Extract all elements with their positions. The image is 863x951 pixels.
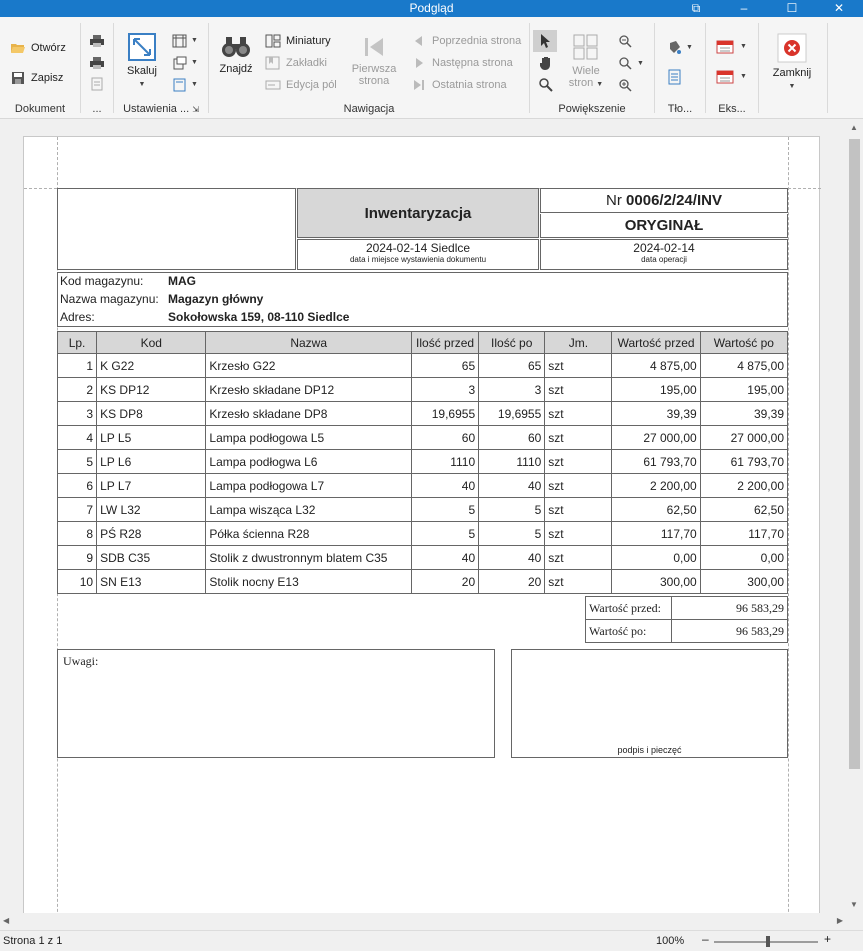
horizontal-scrollbar[interactable] (0, 913, 846, 930)
scroll-up-arrow-icon[interactable]: ▲ (850, 123, 858, 132)
group-label-druk: ... (92, 103, 102, 115)
export-document-icon[interactable] (716, 39, 734, 55)
warehouse-name-label: Nazwa magazynu: (60, 292, 159, 306)
table-cell: 60 (479, 426, 545, 450)
table-cell: 39,39 (612, 402, 700, 426)
notes-box (57, 649, 495, 758)
table-cell: 27 000,00 (612, 426, 700, 450)
table-cell: 6 (58, 474, 97, 498)
edit-fields-label: Edycja pól (286, 79, 337, 91)
title-bar (0, 0, 863, 17)
issue-date-box (297, 239, 539, 270)
table-cell: Krzesło składane DP12 (206, 378, 412, 402)
table-cell: 65 (411, 354, 478, 378)
table-cell: 3 (58, 402, 97, 426)
table-cell: 62,50 (700, 498, 787, 522)
ribbon-group-druk (81, 17, 113, 119)
table-row (58, 378, 788, 402)
warehouse-address: Sokołowska 159, 08-110 Siedlce (168, 310, 350, 324)
table-cell: Lampa podłogowa L7 (206, 474, 412, 498)
page-setup-icon[interactable] (89, 77, 105, 91)
signature-box (511, 649, 788, 758)
table-cell: Lampa podłogowa L5 (206, 426, 412, 450)
table-cell: szt (545, 426, 612, 450)
table-cell: 300,00 (612, 570, 700, 594)
column-header-wartosc-po: Wartość po (700, 332, 787, 354)
group-label-eksport: Eks... (718, 103, 746, 115)
minimize-button[interactable]: – (740, 1, 748, 15)
table-cell: 4 875,00 (612, 354, 700, 378)
column-header-kod: Kod (97, 332, 206, 354)
margin-guide (788, 137, 789, 913)
chevron-down-icon[interactable]: ▼ (191, 81, 198, 88)
find-button[interactable] (215, 35, 257, 75)
arrow-left-icon (411, 34, 427, 48)
last-page-icon (411, 78, 427, 92)
chevron-down-icon: ▼ (138, 81, 146, 88)
table-cell: szt (545, 570, 612, 594)
table-cell: 5 (411, 522, 478, 546)
table-cell: 40 (411, 546, 478, 570)
table-cell: szt (545, 402, 612, 426)
table-cell: szt (545, 354, 612, 378)
bookmarks-icon (265, 56, 281, 70)
scroll-left-arrow-icon[interactable]: ◀ (3, 916, 10, 925)
scale-button[interactable] (124, 33, 160, 91)
table-cell: Lampa podłogwa L6 (206, 450, 412, 474)
table-cell: 2 (58, 378, 97, 402)
table-cell: 5 (479, 498, 545, 522)
chevron-down-icon: ▼ (788, 83, 796, 90)
bookmarks-label: Zakładki (286, 57, 327, 69)
table-header-row (58, 332, 788, 354)
table-cell: szt (545, 522, 612, 546)
table-cell: 1110 (479, 450, 545, 474)
table-cell: 300,00 (700, 570, 787, 594)
ribbon-group-zamknij (759, 17, 827, 119)
table-cell: 117,70 (700, 522, 787, 546)
ribbon-group-nawigacja (209, 17, 529, 119)
ribbon-group-powiekszenie (530, 17, 654, 119)
table-cell: 0,00 (700, 546, 787, 570)
logo-box (57, 188, 296, 270)
arrow-right-icon (411, 56, 427, 70)
close-preview-label: Zamknij (772, 67, 812, 79)
column-header-wartosc-przed: Wartość przed (612, 332, 700, 354)
printer-icon[interactable] (89, 34, 105, 48)
multiple-pages-button[interactable] (564, 33, 608, 91)
table-cell: 4 875,00 (700, 354, 787, 378)
table-cell: 39,39 (700, 402, 787, 426)
document-number (541, 192, 787, 209)
table-cell: 61 793,70 (612, 450, 700, 474)
first-page-label-2: strona (358, 75, 390, 87)
scroll-right-arrow-icon[interactable]: ▶ (836, 916, 843, 925)
table-cell: K G22 (97, 354, 206, 378)
maximize-button[interactable]: ☐ (786, 1, 798, 15)
previous-page-label: Poprzednia strona (432, 35, 522, 47)
zoom-level: 100% (656, 935, 685, 947)
table-cell: 40 (479, 546, 545, 570)
table-cell: 61 793,70 (700, 450, 787, 474)
save-label: Zapisz (31, 72, 64, 84)
issue-date-caption: data i miejsce wystawienia dokumentu (349, 255, 487, 264)
ribbon-group-eksport (706, 17, 758, 119)
restore-down-button[interactable]: ⧉ (691, 1, 701, 15)
zoom-icon[interactable] (618, 56, 634, 72)
table-cell: szt (545, 546, 612, 570)
last-page-label: Ostatnia strona (432, 79, 507, 91)
totals-before-row (586, 597, 788, 620)
table-cell: Półka ścienna R28 (206, 522, 412, 546)
table-cell: 195,00 (700, 378, 787, 402)
table-cell: 19,6955 (411, 402, 478, 426)
column-header-ilosc-po: Ilość po (479, 332, 545, 354)
scale-label: Skaluj (127, 65, 157, 77)
column-header-lp: Lp. (58, 332, 97, 354)
document-number-box (540, 188, 788, 213)
table-cell: 2 200,00 (700, 474, 787, 498)
totals-table (585, 596, 788, 643)
save-button[interactable] (10, 71, 63, 85)
page-counter: Strona 1 z 1 (3, 935, 63, 947)
table-cell: 20 (411, 570, 478, 594)
margins-icon[interactable] (172, 34, 188, 48)
first-page-label-1: Pierwsza (351, 63, 397, 75)
preview-area[interactable] (0, 119, 846, 913)
table-cell: 5 (479, 522, 545, 546)
table-cell: 8 (58, 522, 97, 546)
vertical-scroll-thumb[interactable] (849, 139, 860, 769)
table-row (58, 522, 788, 546)
column-header-ilosc-przed: Ilość przed (411, 332, 478, 354)
table-cell: Stolik z dwustronnym blatem C35 (206, 546, 412, 570)
operation-date-box (540, 239, 788, 270)
total-before-label: Wartość przed: (586, 597, 672, 620)
status-bar (0, 930, 863, 951)
table-cell: LW L32 (97, 498, 206, 522)
warehouse-info-box (57, 272, 788, 327)
ribbon-group-dokument (0, 17, 80, 119)
zoom-slider-thumb[interactable] (766, 936, 770, 947)
issue-date-place: 2024-02-14 Siedlce (365, 241, 471, 255)
total-before-value: 96 583,29 (671, 597, 787, 620)
document-number-prefix: Nr (606, 192, 622, 209)
table-row (58, 426, 788, 450)
table-cell: 3 (479, 378, 545, 402)
chevron-down-icon[interactable]: ▼ (740, 43, 747, 50)
table-cell: 117,70 (612, 522, 700, 546)
table-cell: 5 (411, 498, 478, 522)
folder-open-icon (10, 41, 26, 55)
column-header-nazwa: Nazwa (206, 332, 412, 354)
multiple-pages-label-1: Wiele (572, 65, 600, 77)
next-page-label: Następna strona (432, 57, 513, 69)
ribbon-group-ustawienia (114, 17, 208, 119)
ribbon (0, 17, 863, 119)
watermark-icon[interactable] (667, 69, 683, 85)
copy-label-box (540, 214, 788, 238)
group-label-ustawienia-text: Ustawienia ... (123, 103, 190, 115)
group-label-dokument: Dokument (14, 103, 66, 115)
operation-date-caption: data operacji (641, 255, 687, 264)
table-cell: SDB C35 (97, 546, 206, 570)
total-after-value: 96 583,29 (671, 620, 787, 643)
chevron-down-icon[interactable]: ▼ (637, 60, 644, 67)
zoom-out-control[interactable]: – (702, 932, 709, 946)
scale-icon (128, 33, 156, 61)
table-row (58, 450, 788, 474)
table-cell: 1 (58, 354, 97, 378)
last-page-button[interactable] (411, 78, 507, 92)
find-label: Znajdź (219, 63, 253, 75)
warehouse-code-label: Kod magazynu: (60, 274, 144, 288)
table-cell: szt (545, 498, 612, 522)
copy-label: ORYGINAŁ (624, 217, 704, 234)
table-cell: szt (545, 450, 612, 474)
document-number-value: 0006/2/24/INV (626, 192, 722, 209)
table-cell: 20 (479, 570, 545, 594)
zoom-in-control[interactable]: + (824, 932, 832, 946)
table-cell: 10 (58, 570, 97, 594)
table-cell: 0,00 (612, 546, 700, 570)
table-cell: 4 (58, 426, 97, 450)
table-cell: 3 (411, 378, 478, 402)
table-cell: 27 000,00 (700, 426, 787, 450)
chevron-down-icon[interactable]: ▼ (740, 73, 747, 80)
table-cell: 19,6955 (479, 402, 545, 426)
thumbnails-label: Miniatury (286, 35, 331, 47)
binoculars-icon (221, 35, 251, 59)
edit-fields-button[interactable] (265, 78, 337, 92)
table-cell: 195,00 (612, 378, 700, 402)
inventory-table (57, 331, 788, 594)
table-row (58, 474, 788, 498)
window-title: Podgląd (409, 1, 454, 15)
warehouse-code: MAG (168, 274, 196, 288)
close-window-button[interactable]: ✕ (833, 1, 845, 15)
table-cell: 40 (411, 474, 478, 498)
table-cell: szt (545, 378, 612, 402)
magnifier-tool-icon[interactable] (538, 77, 554, 93)
table-cell: Krzesło składane DP8 (206, 402, 412, 426)
quick-print-icon[interactable] (89, 56, 105, 70)
table-cell: 9 (58, 546, 97, 570)
chevron-down-icon[interactable]: ▼ (191, 37, 198, 44)
notes-label: Uwagi: (63, 654, 99, 668)
table-cell: Krzesło G22 (206, 354, 412, 378)
table-row (58, 402, 788, 426)
table-cell: LP L7 (97, 474, 206, 498)
table-cell: 5 (58, 450, 97, 474)
table-cell: Stolik nocny E13 (206, 570, 412, 594)
hand-tool-icon[interactable] (538, 55, 554, 71)
group-label-nawigacja: Nawigacja (343, 103, 395, 115)
pointer-tool-button[interactable] (533, 30, 557, 52)
multiple-pages-icon (572, 33, 600, 61)
table-cell: LP L5 (97, 426, 206, 450)
table-row (58, 570, 788, 594)
open-label: Otwórz (31, 42, 66, 54)
thumbnails-icon (265, 34, 281, 48)
chevron-down-icon[interactable]: ▼ (686, 44, 693, 51)
table-cell: 7 (58, 498, 97, 522)
next-page-button[interactable] (411, 56, 513, 70)
table-cell: 2 200,00 (612, 474, 700, 498)
total-after-label: Wartość po: (586, 620, 672, 643)
zoom-in-icon[interactable] (618, 78, 634, 94)
ribbon-group-tlo (655, 17, 705, 119)
table-cell: KS DP8 (97, 402, 206, 426)
table-cell: szt (545, 474, 612, 498)
ribbon-separator (827, 23, 828, 113)
table-row (58, 546, 788, 570)
table-cell: LP L6 (97, 450, 206, 474)
table-cell: 40 (479, 474, 545, 498)
paper-size-icon[interactable] (172, 78, 188, 92)
close-circle-icon (777, 33, 807, 63)
document-title: Inwentaryzacja (364, 205, 472, 222)
table-row (58, 498, 788, 522)
warehouse-address-label: Adres: (60, 310, 95, 324)
table-cell: 62,50 (612, 498, 700, 522)
floppy-disk-icon (10, 71, 26, 85)
signature-caption: podpis i pieczęć (617, 745, 682, 755)
cursor-arrow-icon (538, 33, 554, 49)
group-label-tlo: Tło... (667, 103, 693, 115)
edit-fields-icon (265, 78, 281, 92)
orientation-icon[interactable] (172, 56, 188, 70)
operation-date: 2024-02-14 (633, 241, 695, 255)
vertical-scrollbar[interactable] (846, 119, 863, 913)
table-cell: 65 (479, 354, 545, 378)
bookmarks-button[interactable] (265, 56, 327, 70)
totals-after-row (586, 620, 788, 643)
zoom-out-icon[interactable] (618, 34, 634, 50)
chevron-down-icon: ▼ (596, 81, 604, 88)
table-cell: 60 (411, 426, 478, 450)
group-label-ustawienia (114, 103, 208, 115)
open-button[interactable] (10, 41, 66, 55)
first-page-icon (362, 35, 386, 59)
table-row (58, 354, 788, 378)
close-preview-button[interactable] (767, 33, 817, 93)
table-cell: 1110 (411, 450, 478, 474)
warehouse-name: Magazyn główny (168, 292, 264, 306)
dialog-launcher-icon[interactable]: ⇲ (192, 105, 199, 114)
chevron-down-icon[interactable]: ▼ (191, 59, 198, 66)
document-page (23, 136, 820, 913)
column-header-jm: Jm. (545, 332, 612, 354)
previous-page-button[interactable] (411, 34, 521, 48)
multiple-pages-label-2: stron (568, 77, 594, 89)
first-page-button[interactable] (349, 35, 399, 87)
table-cell: Lampa wisząca L32 (206, 498, 412, 522)
table-cell: PŚ R28 (97, 522, 206, 546)
scroll-down-arrow-icon[interactable]: ▼ (850, 900, 858, 909)
send-email-icon[interactable] (716, 69, 734, 85)
table-cell: SN E13 (97, 570, 206, 594)
thumbnails-button[interactable] (265, 34, 331, 48)
group-label-powiekszenie: Powiększenie (558, 103, 626, 115)
table-cell: KS DP12 (97, 378, 206, 402)
document-title-box (297, 188, 539, 238)
page-color-icon[interactable] (667, 40, 683, 56)
zoom-slider-track[interactable] (714, 941, 818, 943)
